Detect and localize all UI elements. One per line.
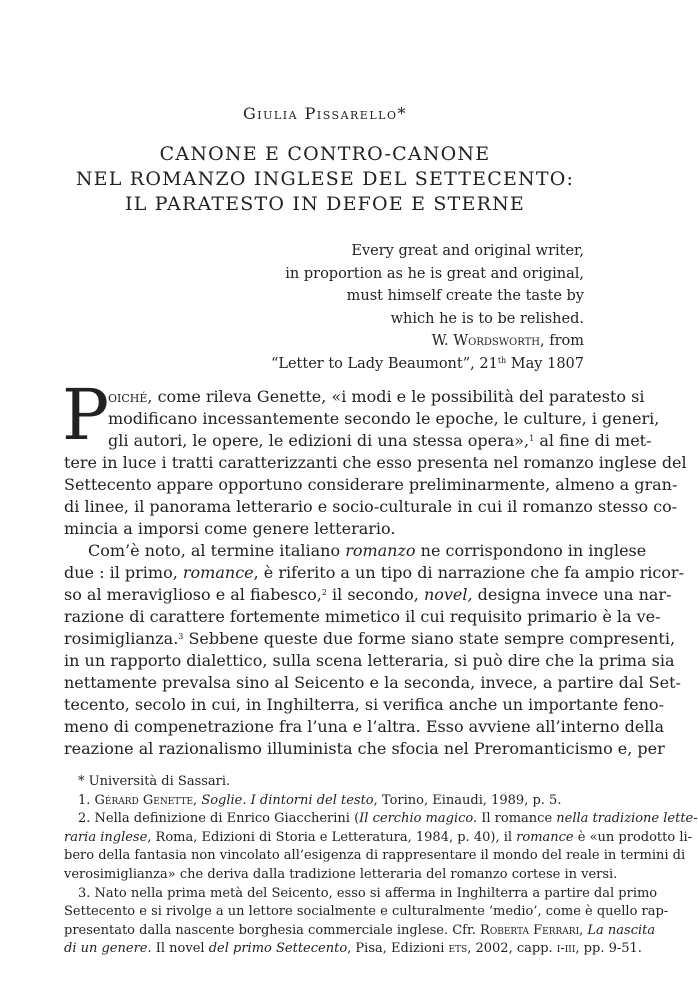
epigraph-attribution — [271, 330, 584, 353]
footnote-line: presentato dalla nascente borghesia commerciale inglese. Cfr. Roberta Ferrari, La nascita — [64, 922, 656, 938]
author-name — [0, 104, 650, 123]
title-line-2: NEL ROMANZO INGLESE DEL SETTECENTO: — [75, 168, 575, 190]
footnote-line: di un genere. Il novel del primo Settecento, Pisa, Edizioni ets, 2002, capp. i-iii, pp. 9-51. — [64, 941, 642, 957]
body-line: mincia a imporsi come genere letterario. — [64, 519, 396, 538]
source-text: “Letter to Lady Beaumont”, 21 — [270, 355, 498, 372]
footnote-line: raria inglese, Roma, Edizioni di Storia e Letteratura, 1984, p. 40), il romance è «un prodotto li- — [64, 829, 693, 845]
source-date: May 1807 — [506, 355, 584, 372]
body-line: oiché, come rileva Genette, «i modi e le possibilità del paratesto si — [108, 387, 645, 406]
body-line: in un rapporto dialettico, sulla scena letteraria, si può dire che la prima sia — [64, 651, 675, 670]
footnote-line: 1. Gérard Genette, Soglie. I dintorni del testo, Torino, Einaudi, 1989, p. 5. — [78, 792, 562, 808]
body-line: rosimiglianza.$^3$ Sebbene queste due forme siano state sempre compresenti, — [64, 629, 676, 648]
body-line: Com’è noto, al termine italiano romanzo ne corrispondono in inglese — [88, 541, 647, 560]
body-line: tecento, secolo in cui, in Inghilterra, si verifica anche un importante feno- — [64, 695, 664, 714]
attribution-prefix: W. — [431, 333, 454, 349]
author-footnote-mark: * — [397, 104, 407, 123]
body-line: meno di compenetrazione fra l’una e l’altra. Esso avviene all’interno della — [64, 717, 665, 736]
source-superscript: th — [497, 355, 507, 365]
epigraph-line-1: Every great and original writer, — [351, 243, 584, 259]
article-title — [0, 142, 650, 217]
epigraph — [271, 240, 584, 375]
title-line-1: CANONE E CONTRO-CANONE — [159, 143, 491, 165]
epigraph-line-3: must himself create the taste by — [346, 288, 584, 304]
author-name-text: Giulia Pissarello — [243, 104, 398, 123]
body-line: reazione al razionalismo illuminista che sfocia nel Preromanticismo e, per — [64, 739, 665, 758]
title-line-3: IL PARATESTO IN DEFOE E STERNE — [125, 193, 525, 215]
epigraph-line-4: which he is to be relished. — [390, 310, 584, 327]
body-line: modificano incessantemente secondo le epoche, le culture, i generi, — [108, 409, 660, 428]
epigraph-source — [271, 353, 584, 376]
footnote-line: verosimiglianza» che deriva dalla tradizione letteraria del romanzo cortese in versi. — [64, 866, 618, 882]
body-line: tere in luce i tratti caratterizzanti che esso presenta nel romanzo inglese del — [64, 453, 687, 472]
body-line: due : il primo, romance, è riferito a un tipo di narrazione che fa ampio ricor- — [64, 563, 684, 582]
drop-cap: P — [62, 374, 110, 456]
body-line: razione di carattere fortemente mimetico il cui requisito primario è la ve- — [64, 607, 661, 626]
attribution-name: Wordsworth — [453, 333, 540, 349]
footnote-line: Settecento e si rivolge a un lettore socialmente e culturalmente ‘medio’, come è quello rap- — [64, 904, 669, 920]
footnote-line: bero della fantasia non vincolato all’esigenza di rappresentare il mondo del reale in termini di — [64, 848, 686, 864]
body-line: Settecento appare opportuno considerare preliminarmente, almeno a gran- — [64, 475, 678, 494]
body-text — [62, 374, 687, 760]
body-line: di linee, il panorama letterario e socio-culturale in cui il romanzo stesso co- — [64, 497, 678, 516]
footnote-line: 2. Nella definizione di Enrico Giaccherini (Il cerchio magico. Il romance nella tradizione lette- — [78, 811, 698, 827]
epigraph-line-2: in proportion as he is great and original, — [285, 265, 584, 282]
body-line: gli autori, le opere, le edizioni di una stessa opera»,$^1$ al fine di met- — [108, 431, 652, 450]
body-line: nettamente prevalsa sino al Seicento e la seconda, invece, a partire dal Set- — [64, 673, 681, 692]
footnote-line: 3. Nato nella prima metà del Seicento, esso si afferma in Inghilterra a partire dal primo — [78, 885, 658, 901]
body-line: so al meraviglioso e al fiabesco,$^2$ il secondo, novel, designa invece una nar- — [64, 585, 672, 604]
attribution-suffix: , from — [540, 333, 584, 349]
footnotes — [64, 773, 698, 959]
footnote-line: * Università di Sassari. — [78, 774, 231, 789]
